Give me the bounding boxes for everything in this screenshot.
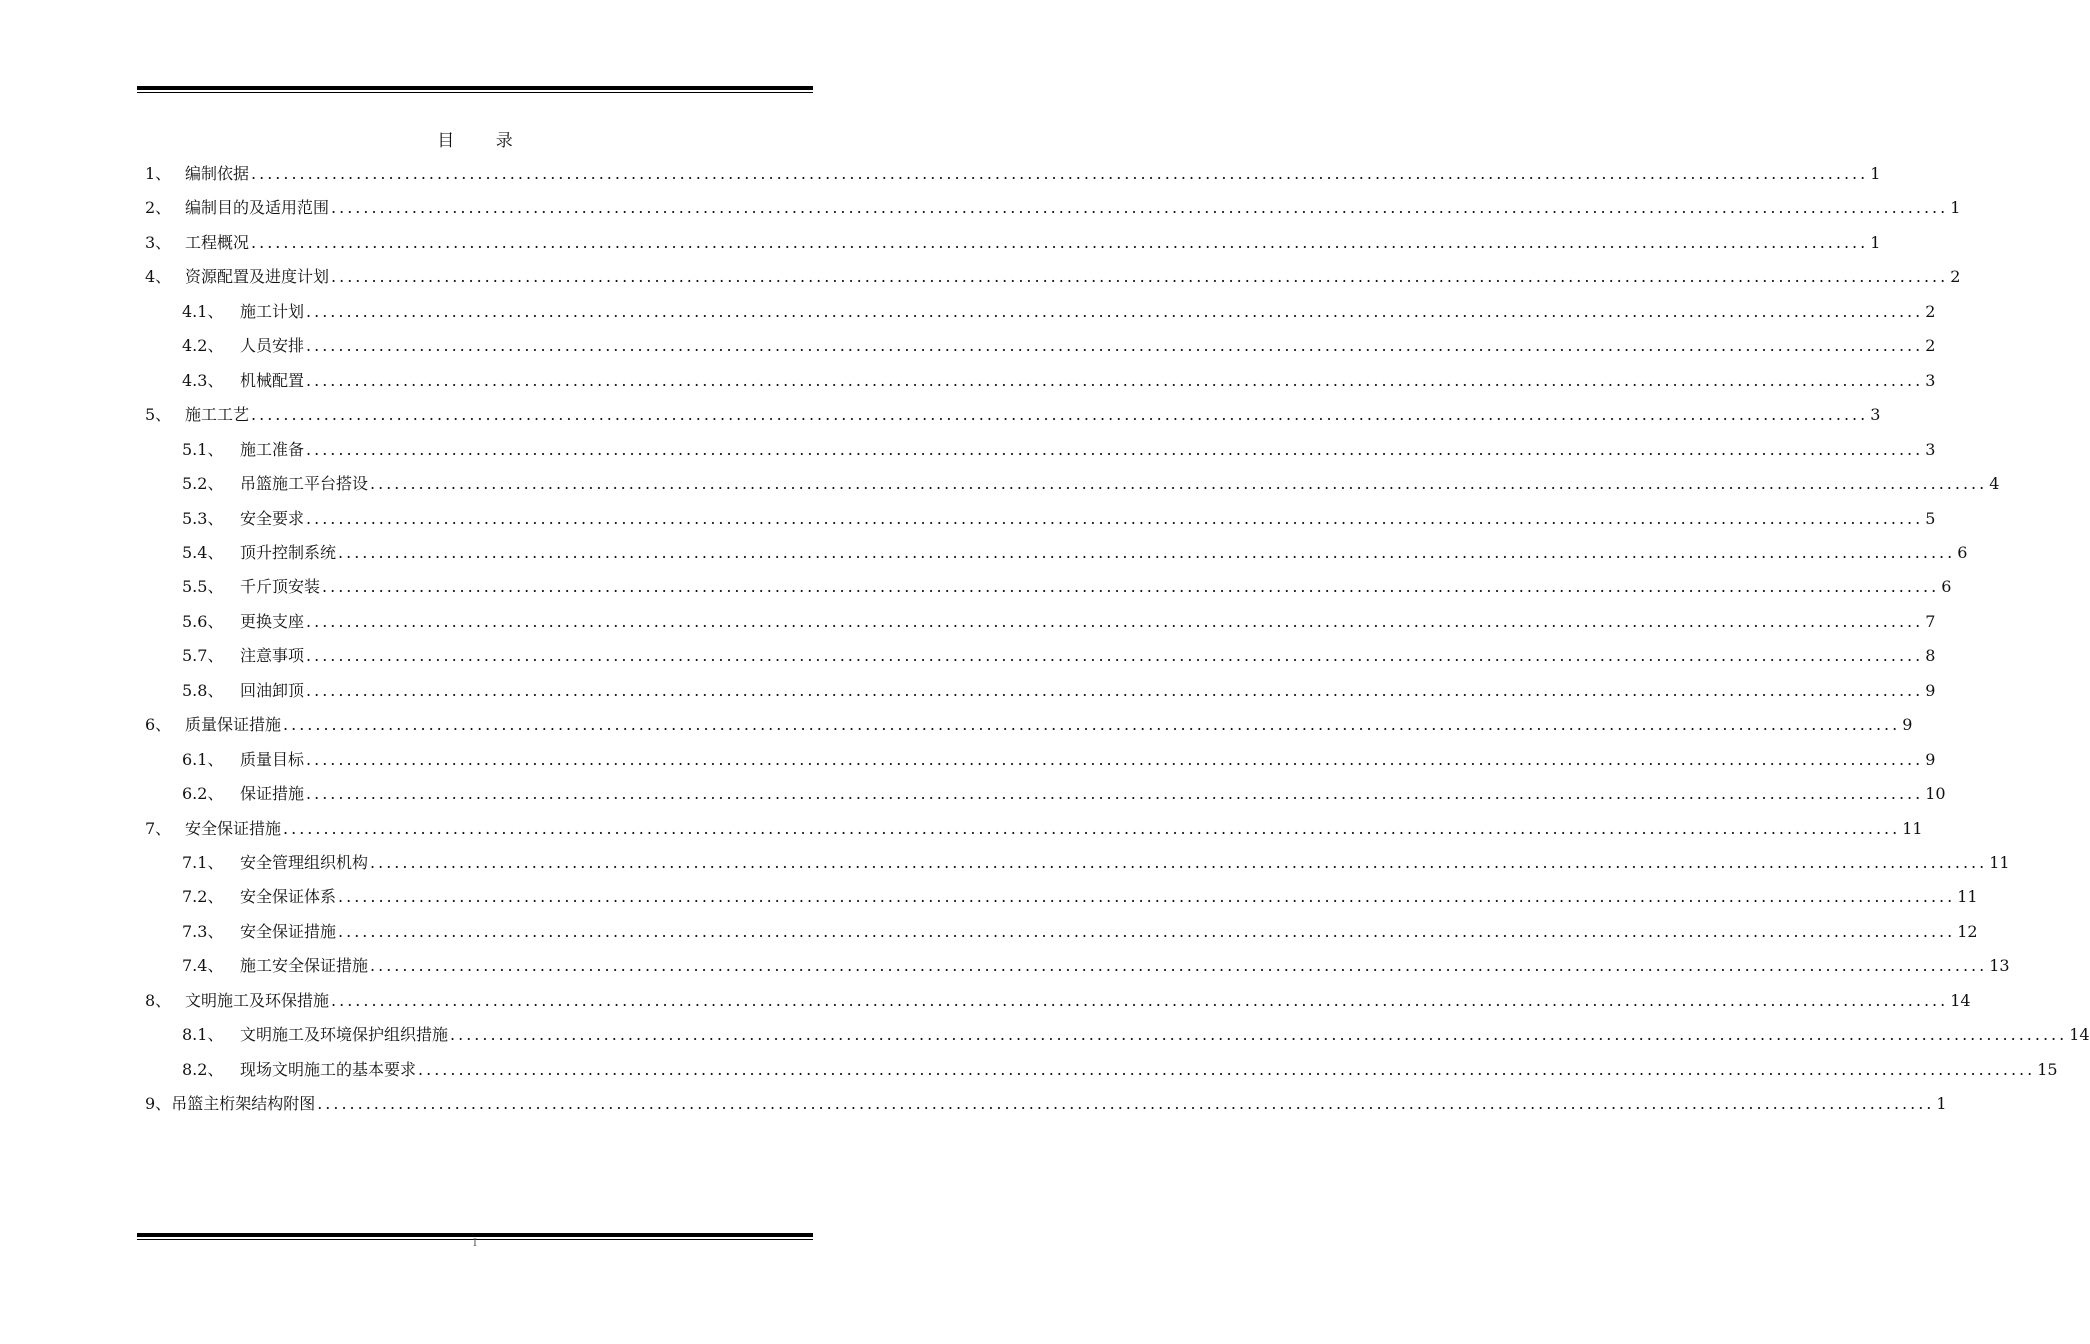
toc-dot-leader: ........................................................................................................................................................................................................ bbox=[306, 784, 1924, 804]
toc-entry-page: 8 bbox=[1925, 646, 1936, 666]
toc-dot-leader: ........................................................................................................................................................................................................ bbox=[283, 715, 1901, 735]
toc-entry-page: 1 bbox=[1870, 232, 1881, 252]
toc-entry-number: 9、 bbox=[145, 1094, 172, 1114]
toc-entry-label: 人员安排 bbox=[240, 336, 305, 356]
toc-entry-label: 顶升控制系统 bbox=[240, 542, 337, 562]
toc-dot-leader: ........................................................................................................................................................................................................ bbox=[418, 1059, 2036, 1079]
toc-entry-page: 15 bbox=[2037, 1059, 2058, 1079]
toc-dot-leader: ........................................................................................................................................................................................................ bbox=[331, 198, 1949, 218]
toc-dot-leader: ........................................................................................................................................................................................................ bbox=[370, 956, 1988, 976]
toc-entry-label: 质量保证措施 bbox=[185, 715, 282, 735]
toc-entry-page: 14 bbox=[2069, 1025, 2090, 1045]
toc-entry-page: 14 bbox=[1950, 990, 1971, 1010]
toc-entry-label: 编制依据 bbox=[185, 164, 250, 183]
toc-entry[interactable] bbox=[145, 195, 1961, 218]
toc-entry-number: 4.2、 bbox=[182, 336, 224, 356]
toc-dot-leader: ........................................................................................................................................................................................................ bbox=[306, 680, 1924, 700]
toc-dot-leader: ........................................................................................................................................................................................................ bbox=[306, 336, 1924, 356]
toc-entry-page: 13 bbox=[1989, 956, 2010, 976]
toc-entry-page: 11 bbox=[1989, 853, 2010, 872]
toc-entry-page: 3 bbox=[1870, 405, 1881, 425]
toc-entry-label: 保证措施 bbox=[240, 784, 305, 804]
toc-entry-label: 工程概况 bbox=[185, 232, 250, 252]
toc-dot-leader: ........................................................................................................................................................................................................ bbox=[306, 749, 1924, 769]
toc-entry-label: 安全保证措施 bbox=[240, 921, 337, 941]
toc-dot-leader: ........................................................................................................................................................................................................ bbox=[306, 611, 1924, 631]
toc-dot-leader: ........................................................................................................................................................................................................ bbox=[306, 370, 1924, 390]
toc-entry-number: 5、 bbox=[145, 405, 172, 425]
toc-entry-page: 1 bbox=[1870, 164, 1881, 183]
toc-entry-number: 6.2、 bbox=[182, 784, 224, 804]
toc-entry[interactable] bbox=[145, 747, 1936, 769]
toc-entry-label: 安全保证体系 bbox=[240, 887, 337, 907]
toc-entry[interactable] bbox=[145, 368, 1936, 390]
toc-entry[interactable] bbox=[145, 437, 1936, 459]
toc-entry-label: 千斤顶安装 bbox=[240, 577, 321, 597]
toc-entry-page: 1 bbox=[1936, 1094, 1947, 1114]
toc-entry-number: 5.3、 bbox=[182, 508, 224, 528]
toc-entry-number: 5.8、 bbox=[182, 680, 224, 700]
toc-entry[interactable] bbox=[145, 333, 1936, 356]
toc-entry-number: 7.1、 bbox=[182, 853, 224, 872]
toc-entry-number: 5.5、 bbox=[182, 577, 224, 597]
toc-entry-label: 编制目的及适用范围 bbox=[185, 198, 330, 218]
toc-entry-label: 安全管理组织机构 bbox=[240, 853, 369, 872]
toc-entry-number: 4.3、 bbox=[182, 370, 224, 390]
toc-entry[interactable] bbox=[145, 1057, 2058, 1079]
toc-entry[interactable] bbox=[145, 988, 1971, 1010]
toc-entry[interactable] bbox=[145, 574, 1952, 597]
toc-entry-label: 安全保证措施 bbox=[185, 818, 282, 838]
toc-entry-page: 9 bbox=[1902, 715, 1913, 735]
toc-dot-leader: ........................................................................................................................................................................................................ bbox=[251, 232, 1869, 252]
toc-entry[interactable] bbox=[145, 953, 2010, 976]
toc-entry-page: 5 bbox=[1925, 508, 1936, 528]
toc-entry[interactable] bbox=[145, 1022, 2090, 1045]
toc-entry[interactable] bbox=[145, 471, 2000, 494]
toc-entry-number: 7.4、 bbox=[182, 956, 224, 976]
toc-entry-page: 10 bbox=[1925, 784, 1946, 804]
toc-entry-page: 9 bbox=[1925, 680, 1936, 700]
toc-entry-number: 4、 bbox=[145, 267, 172, 287]
toc-dot-leader: ........................................................................................................................................................................................................ bbox=[251, 405, 1869, 425]
toc-entry-label: 吊篮施工平台搭设 bbox=[240, 474, 369, 494]
toc-entry-number: 7.3、 bbox=[182, 921, 224, 941]
toc-dot-leader: ........................................................................................................................................................................................................ bbox=[322, 577, 1940, 597]
toc-entry[interactable] bbox=[145, 540, 1968, 562]
toc-entry[interactable] bbox=[145, 402, 1881, 425]
toc-entry-page: 7 bbox=[1925, 611, 1936, 631]
toc-entry-number: 7、 bbox=[145, 818, 172, 838]
toc-entry-label: 施工安全保证措施 bbox=[240, 956, 369, 976]
toc-entry-number: 5.7、 bbox=[182, 646, 224, 666]
toc-entry[interactable] bbox=[145, 609, 1936, 631]
toc-dot-leader: ........................................................................................................................................................................................................ bbox=[306, 301, 1924, 321]
toc-dot-leader: ........................................................................................................................................................................................................ bbox=[338, 542, 1956, 562]
toc-entry-label: 机械配置 bbox=[240, 370, 305, 390]
toc-entry-page: 3 bbox=[1925, 439, 1936, 459]
toc-entry-page: 9 bbox=[1925, 749, 1936, 769]
toc-entry[interactable] bbox=[145, 1091, 1947, 1114]
toc-dot-leader: ........................................................................................................................................................................................................ bbox=[331, 267, 1949, 287]
toc-entry[interactable] bbox=[145, 678, 1936, 700]
toc-dot-leader: ........................................................................................................................................................................................................ bbox=[370, 853, 1988, 872]
toc-dot-leader: ........................................................................................................................................................................................................ bbox=[306, 646, 1924, 666]
toc-title: 目 录 bbox=[437, 131, 531, 151]
toc-dot-leader: ........................................................................................................................................................................................................ bbox=[370, 474, 1988, 494]
toc-entry-number: 6、 bbox=[145, 715, 172, 735]
toc-entry-label: 吊篮主桁架结构附图 bbox=[171, 1094, 316, 1114]
toc-dot-leader: ........................................................................................................................................................................................................ bbox=[283, 818, 1901, 838]
toc-entry-label: 文明施工及环境保护组织措施 bbox=[240, 1025, 449, 1045]
toc-entry-number: 5.4、 bbox=[182, 542, 224, 562]
toc-entry-label: 施工准备 bbox=[240, 439, 305, 459]
toc-entry[interactable] bbox=[145, 850, 2010, 872]
toc-dot-leader: ........................................................................................................................................................................................................ bbox=[251, 164, 1869, 183]
toc-entry[interactable] bbox=[145, 781, 1946, 804]
toc-entry-page: 2 bbox=[1925, 301, 1936, 321]
toc-entry[interactable] bbox=[145, 816, 1923, 838]
toc-dot-leader: ........................................................................................................................................................................................................ bbox=[317, 1094, 1935, 1114]
toc-entry[interactable] bbox=[145, 161, 1881, 183]
toc-dot-leader: ........................................................................................................................................................................................................ bbox=[306, 508, 1924, 528]
toc-entry-number: 5.1、 bbox=[182, 439, 224, 459]
toc-entry-number: 7.2、 bbox=[182, 887, 224, 907]
toc-dot-leader: ........................................................................................................................................................................................................ bbox=[338, 887, 1956, 907]
toc-entry[interactable] bbox=[145, 230, 1881, 252]
toc-entry-page: 3 bbox=[1925, 370, 1936, 390]
toc-entry-page: 12 bbox=[1957, 921, 1978, 941]
toc-entry-page: 1 bbox=[1950, 198, 1961, 218]
toc-entry-label: 现场文明施工的基本要求 bbox=[240, 1059, 417, 1079]
toc-entry-label: 安全要求 bbox=[240, 508, 305, 528]
toc-entry-page: 6 bbox=[1941, 577, 1952, 597]
toc-entry[interactable] bbox=[145, 299, 1936, 321]
toc-entry-label: 回油卸顶 bbox=[240, 680, 305, 700]
toc-dot-leader: ........................................................................................................................................................................................................ bbox=[338, 921, 1956, 941]
toc-entry-number: 4.1、 bbox=[182, 301, 224, 321]
toc-entry-label: 更换支座 bbox=[240, 611, 305, 631]
toc-entry-number: 3、 bbox=[145, 232, 172, 252]
toc-entry[interactable] bbox=[145, 506, 1936, 528]
toc-entry-label: 文明施工及环保措施 bbox=[185, 990, 330, 1010]
toc-entry[interactable] bbox=[145, 712, 1913, 735]
toc-entry-page: 6 bbox=[1957, 542, 1968, 562]
toc-entry-number: 5.6、 bbox=[182, 611, 224, 631]
toc-entry-label: 施工工艺 bbox=[185, 405, 250, 425]
toc-entry-page: 11 bbox=[1957, 887, 1978, 907]
toc-entry-page: 2 bbox=[1925, 336, 1936, 356]
toc-entry-page: 4 bbox=[1989, 474, 2000, 494]
toc-entry-number: 8.1、 bbox=[182, 1025, 224, 1045]
toc-entry[interactable] bbox=[145, 884, 1978, 907]
header-rule bbox=[137, 86, 813, 93]
toc-entry-number: 6.1、 bbox=[182, 749, 224, 769]
footer-page-number: I bbox=[473, 1238, 477, 1249]
toc-entry-number: 1、 bbox=[145, 164, 172, 183]
toc-entry-number: 8.2、 bbox=[182, 1059, 224, 1079]
toc-entry-label: 资源配置及进度计划 bbox=[185, 267, 330, 287]
toc-entry-page: 11 bbox=[1902, 818, 1923, 838]
toc-entry[interactable] bbox=[145, 643, 1936, 666]
toc-dot-leader: ........................................................................................................................................................................................................ bbox=[306, 439, 1924, 459]
toc-entry-number: 8、 bbox=[145, 990, 172, 1010]
toc-entry-label: 注意事项 bbox=[240, 646, 305, 666]
toc-dot-leader: ........................................................................................................................................................................................................ bbox=[331, 990, 1949, 1010]
toc-entry-page: 2 bbox=[1950, 267, 1961, 287]
toc-entry-label: 施工计划 bbox=[240, 301, 305, 321]
toc-entry[interactable] bbox=[145, 264, 1961, 287]
toc-entry[interactable] bbox=[145, 919, 1978, 941]
toc-entry-label: 质量目标 bbox=[240, 749, 305, 769]
toc-dot-leader: ........................................................................................................................................................................................................ bbox=[450, 1025, 2068, 1045]
toc-entry-number: 5.2、 bbox=[182, 474, 224, 494]
toc-entry-number: 2、 bbox=[145, 198, 172, 218]
